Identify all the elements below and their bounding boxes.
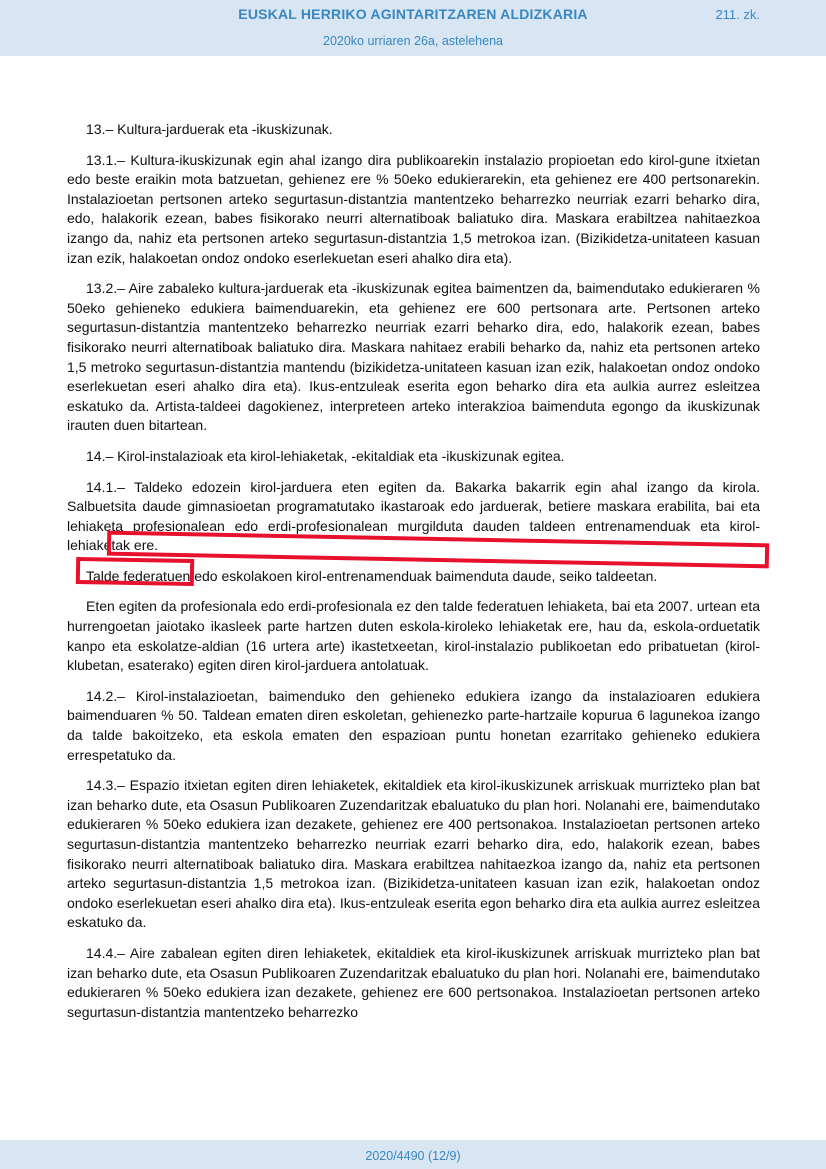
issue-number: 211. zk. [715,7,760,22]
paragraph-14-1: 14.1.– Taldeko edozein kirol-jarduera eten egiten da. Bakarka bakarrik egin ahal izango da kirola. Salbuetsita daude gimnasioetan programatutako ikastaroak edo jarduerak, betiere maskara erabilita, bai eta lehiaketa profesionalean edo erdi-profesionalean murgilduta dauden taldeen entrenamenduak eta kirol-lehiaketak ere. [67,478,760,554]
paragraph-14-4: 14.4.– Aire zabalean egiten diren lehiaketek, ekitaldiek eta kirol-ikuskizunek arriskuak murrizteko plan bat izan beharko dute, eta Osasun Publikoaren Zuzendaritzak ebaluatuko du plan hori. Nolanahi ere, baimendutako edukieraren % 50eko edukiera izan dezakete, gehienez ere 600 pertsonakoa. Instalazioetan pertsonen arteko segurtasun-distantzia mantentzeko beharrezko [67,944,760,1020]
paragraph-14-2: 14.2.– Kirol-instalazioetan, baimenduko den gehieneko edukiera izango da instalazioaren edukiera baimenduaren % 50. Taldean ematen diren eskoletan, gehienezko parte-hartzaile kopurua 6 lagunekoa izango da talde bakoitzeko, eta eskola ematen den espazioan puntu honetan ezarritako gehieneko edukiera errespetatuko da. [67,687,760,763]
paragraph-heading-14: 14.– Kirol-instalazioak eta kirol-lehiaketak, -ekitaldiak eta -ikuskizunak egitea. [86,447,565,464]
paragraph-suspension: Eten egiten da profesionala edo erdi-profesionala ez den talde federatuen lehiaketa, bai eta 2007. urtean eta hurrengoetan jaiotako ikasleek parte hartzen duten eskola-kiroleko lehiaketak ere, hau da, eskola-orduetatik kanpo eta eskolatze-aldian (16 urtera arte) ikastetxeetan, kirol-instalazio publikoetan edo pribatuetan (kirol-klubetan, esaterako) egiten diren kirol-jarduera antolatuak. [67,598,760,674]
issue-date: 2020ko urriaren 26a, astelehena [323,34,503,48]
page-footer [0,1140,826,1169]
paragraph-training: Talde federatuen edo eskolakoen kirol-entrenamenduak baimenduta daude, seiko taldeetan. [86,567,658,584]
paragraph-14-3: 14.3.– Espazio itxietan egiten diren lehiaketek, ekitaldiek eta kirol-ikuskizunek arriskuak murrizteko plan bat izan beharko dute, eta Osasun Publikoaren Zuzendaritzak ebaluatuko du plan hori. Nolanahi ere, baimendutako edukieraren % 50eko edukiera izan dezakete, gehienez ere 400 pertsonakoa. Instalazioetan pertsonen arteko segurtasun-distantzia mantentzeko beharrezko neurriak ezarri beharko dira, edo, halakorik ezean, babes fisikorako neurri alternatiboak baliatuko dira. Maskara erabiltzea nahitaezkoa izango da, nahiz eta pertsonen arteko segurtasun-distantzia 1,5 metrokoa izan. (Bizikidetza-unitateen kasuan izan ezik, halakoetan ondoz ondoko eserlekuetan eseri ahalko dira eta). Ikus-entzuleak eserita egon beharko dira eta aulkia aurrez esleitzea eskatuko da. [67,777,760,931]
document-code: 2020/4490 (12/9) [365,1149,461,1163]
page-header [0,0,826,56]
highlight-box-lower [76,557,194,586]
paragraph-heading-13: 13.– Kultura-jarduerak eta -ikuskizunak. [86,121,333,137]
paragraph-13-2: 13.2.– Aire zabaleko kultura-jarduerak eta -ikuskizunak egitea baimentzen da, baimendutako edukieraren % 50eko gehieneko edukiera baimenduarekin, eta gehienez ere 600 pertsonara arte. Pertsonen arteko segurtasun-distantzia mantentzeko beharrezko neurriak ezarri beharko dira, edo, halakorik ezean, babes fisikorako neurri alternatiboak baliatuko dira. Maskara nahitaez erabili beharko da, nahiz eta pertsonen arteko 1,5 metroko segurtasun-distantzia mantendu (bizikidetza-unitateen kasuan izan ezik, halakoetan ondoz ondoko eserlekuetan eseri ahalko dira eta). Ikus-entzuleak eserita egon beharko dira eta aulkia aurrez esleitzea eskatuko da. Artista-taldeei dagokienez, interpreteen arteko interakzioa baimenduta egongo da ikuskizunak irauten duen bitartean. [67,280,760,434]
journal-title: EUSKAL HERRIKO AGINTARITZAREN ALDIZKARIA [238,6,588,22]
paragraph-13-1: 13.1.– Kultura-ikuskizunak egin ahal izango dira publikoarekin instalazio propioetan edo kirol-gune itxietan edo beste eraikin mota batzuetan, gehienez ere % 50eko edukierarekin, eta gehienez ere 400 pertsonarekin. Instalazioetan pertsonen arteko segurtasun-distantzia mantentzeko beharrezko neurriak ezarri beharko dira, edo, halakorik ezean, babes fisikorako neurri alternatiboak baliatuko dira. Maskara erabiltzea nahitaezkoa izango da, nahiz eta pertsonen arteko segurtasun-distantzia 1,5 metrokoa izan. (Bizikidetza-unitateen kasuan izan ezik, halakoetan ondoz ondoko eserlekuetan eseri ahalko dira eta). [67,151,760,266]
